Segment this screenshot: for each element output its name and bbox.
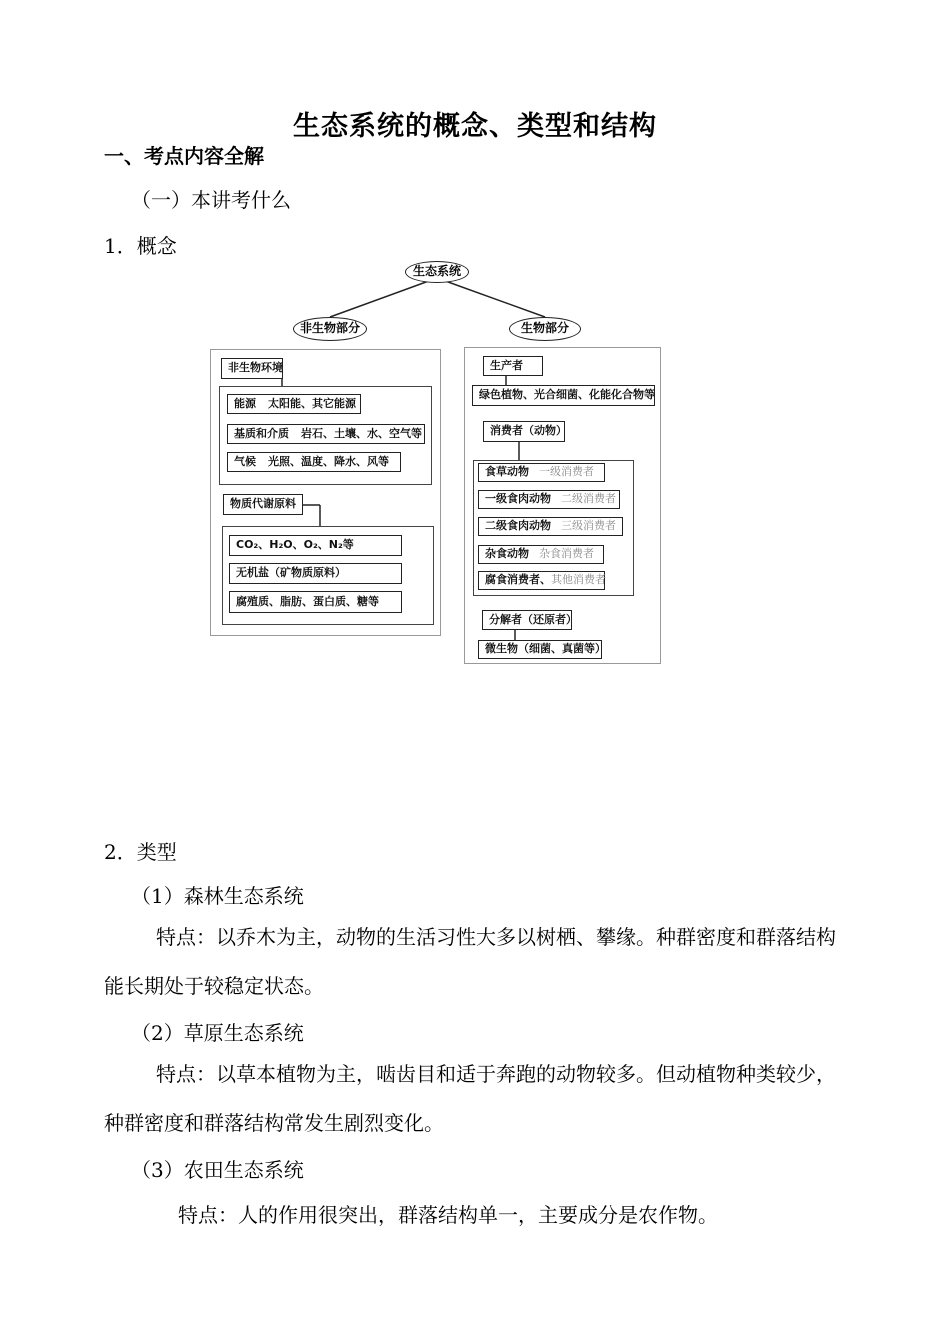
producer-desc-box: 绿色植物、光合细菌、化能化合物等 — [472, 385, 655, 406]
consumer-row — [478, 571, 605, 590]
consumer-level: 三级消费者 — [561, 519, 616, 532]
grassland-text: 特点：以草本植物为主，啮齿目和适于奔跑的动物较多。但动植物种类较少，种群密度和群落结构常发生剧烈变化。 — [104, 1062, 836, 1135]
energy-name: 能源 — [234, 397, 256, 410]
producer-box: 生产者 — [483, 356, 543, 376]
section-heading: 一、考点内容全解 — [104, 144, 264, 168]
farmland-heading: （3）农田生态系统 — [131, 1158, 304, 1182]
consumer-name: 二级食肉动物 — [485, 519, 551, 532]
climate-value: 光照、温度、降水、风等 — [268, 455, 389, 468]
abiotic-environment-box: 非生物环境 — [221, 358, 283, 379]
item-types: 2．类型 — [104, 840, 177, 864]
decomposer-box: 分解者（还原者） — [482, 610, 572, 630]
materials-box: 物质代谢原料 — [223, 494, 303, 515]
medium-box — [227, 424, 425, 444]
forest-text: 特点：以乔木为主，动物的生活习性大多以树栖、攀缘。种群密度和群落结构能长期处于较稳定状态。 — [104, 925, 836, 998]
consumer-level: 杂食消费者 — [539, 547, 594, 560]
abiotic-node: 非生物部分 — [293, 317, 367, 341]
root-node: 生态系统 — [405, 261, 469, 283]
item-concept: 1．概念 — [104, 234, 177, 258]
consumer-name: 杂食动物 — [485, 547, 529, 560]
consumer-row — [478, 517, 623, 536]
consumer-row — [478, 545, 604, 564]
consumer-row — [478, 490, 620, 509]
energy-box — [227, 394, 361, 414]
consumer-level: 一级消费者 — [539, 465, 594, 478]
decomposer-desc-box: 微生物（细菌、真菌等） — [478, 640, 602, 659]
consumer-name: 腐食消费者、 — [485, 573, 551, 586]
medium-value: 岩石、土壤、水、空气等 — [301, 427, 422, 440]
grassland-heading: （2）草原生态系统 — [131, 1021, 304, 1045]
salts-box: 无机盐（矿物质原料） — [229, 563, 402, 584]
consumer-name: 一级食肉动物 — [485, 492, 551, 505]
energy-value: 太阳能、其它能源 — [268, 397, 356, 410]
climate-name: 气候 — [234, 455, 256, 468]
consumer-row — [478, 463, 605, 482]
climate-box — [227, 452, 401, 472]
consumer-name: 食草动物 — [485, 465, 529, 478]
consumer-level: 其他消费者 — [551, 573, 606, 586]
gases-box: CO₂、H₂O、O₂、N₂等 — [229, 535, 402, 556]
consumer-level: 二级消费者 — [561, 492, 616, 505]
forest-heading: （1）森林生态系统 — [131, 884, 304, 908]
medium-name: 基质和介质 — [234, 427, 289, 440]
page-title: 生态系统的概念、类型和结构 — [293, 111, 657, 142]
organic-box: 腐殖质、脂肪、蛋白质、糖等 — [229, 591, 402, 613]
biotic-node: 生物部分 — [509, 317, 581, 341]
subsection-heading: （一）本讲考什么 — [131, 188, 291, 212]
farmland-text: 特点：人的作用很突出，群落结构单一，主要成分是农作物。 — [178, 1203, 718, 1227]
consumer-box: 消费者（动物） — [483, 421, 565, 442]
